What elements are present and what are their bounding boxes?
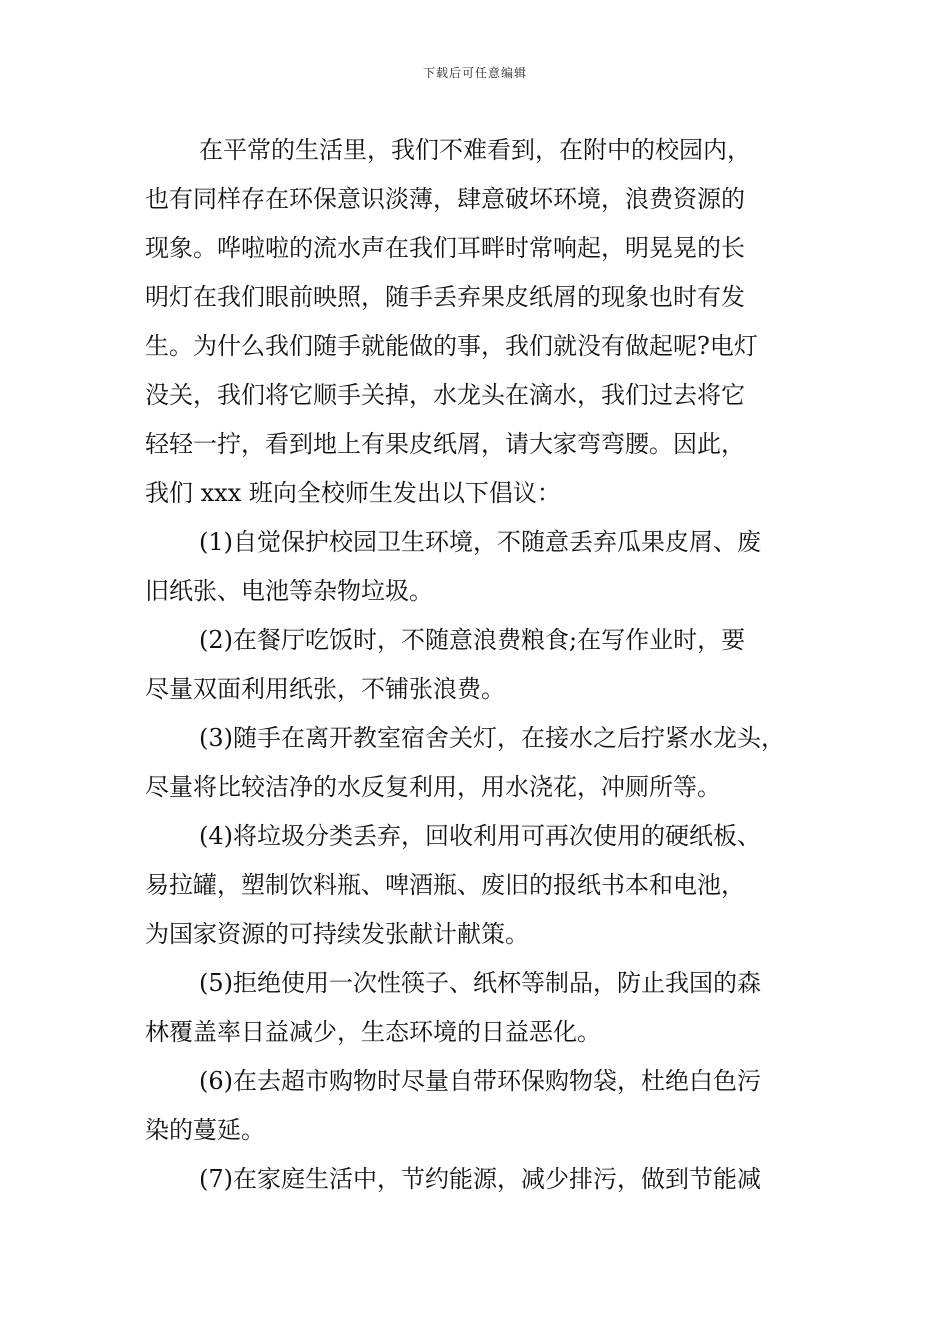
text-line: (7)在家庭生活中，节约能源，减少排污，做到节能减 [199, 1165, 761, 1193]
text-line: 染的蔓延。 [145, 1116, 265, 1144]
text-line: (5)拒绝使用一次性筷子、纸杯等制品，防止我国的森 [199, 969, 761, 997]
text-line: 易拉罐，塑制饮料瓶、啤酒瓶、废旧的报纸书本和电池， [145, 871, 745, 899]
text-line: 我们 xxx 班向全校师生发出以下倡议： [145, 479, 561, 507]
text-line: 现象。哗啦啦的流水声在我们耳畔时常响起，明晃晃的长 [145, 234, 745, 262]
document-body [145, 126, 835, 1204]
text-line: 生。为什么我们随手就能做的事，我们就没有做起呢?电灯 [145, 332, 758, 360]
text-line: 明灯在我们眼前映照，随手丢弃果皮纸屑的现象也时有发 [145, 283, 745, 311]
text-line: (3)随手在离开教室宿舍关灯，在接水之后拧紧水龙头， [199, 724, 785, 752]
page-header: 下载后可任意编辑 [422, 66, 527, 80]
text-line: 也有同样存在环保意识淡薄，肆意破坏环境，浪费资源的 [145, 185, 745, 213]
text-line: (6)在去超市购物时尽量自带环保购物袋，杜绝白色污 [199, 1067, 761, 1095]
text-line: 旧纸张、电池等杂物垃圾。 [145, 577, 433, 605]
text-line: 为国家资源的可持续发张献计献策。 [145, 920, 529, 948]
text-line: (2)在餐厅吃饭时，不随意浪费粮食;在写作业时，要 [199, 626, 746, 654]
text-line: 轻轻一拧，看到地上有果皮纸屑，请大家弯弯腰。因此， [145, 430, 745, 458]
text-line: 没关，我们将它顺手关掉，水龙头在滴水，我们过去将它 [145, 381, 745, 409]
text-line: (1)自觉保护校园卫生环境，不随意丢弃瓜果皮屑、废 [199, 528, 761, 556]
text-line: 尽量将比较洁净的水反复利用，用水浇花，冲厕所等。 [145, 773, 721, 801]
text-line: (4)将垃圾分类丢弃，回收利用可再次使用的硬纸板、 [199, 822, 761, 850]
text-line: 尽量双面利用纸张，不铺张浪费。 [145, 675, 505, 703]
text-line: 在平常的生活里，我们不难看到，在附中的校园内， [199, 136, 751, 164]
text-line: 林覆盖率日益减少，生态环境的日益恶化。 [145, 1018, 601, 1046]
